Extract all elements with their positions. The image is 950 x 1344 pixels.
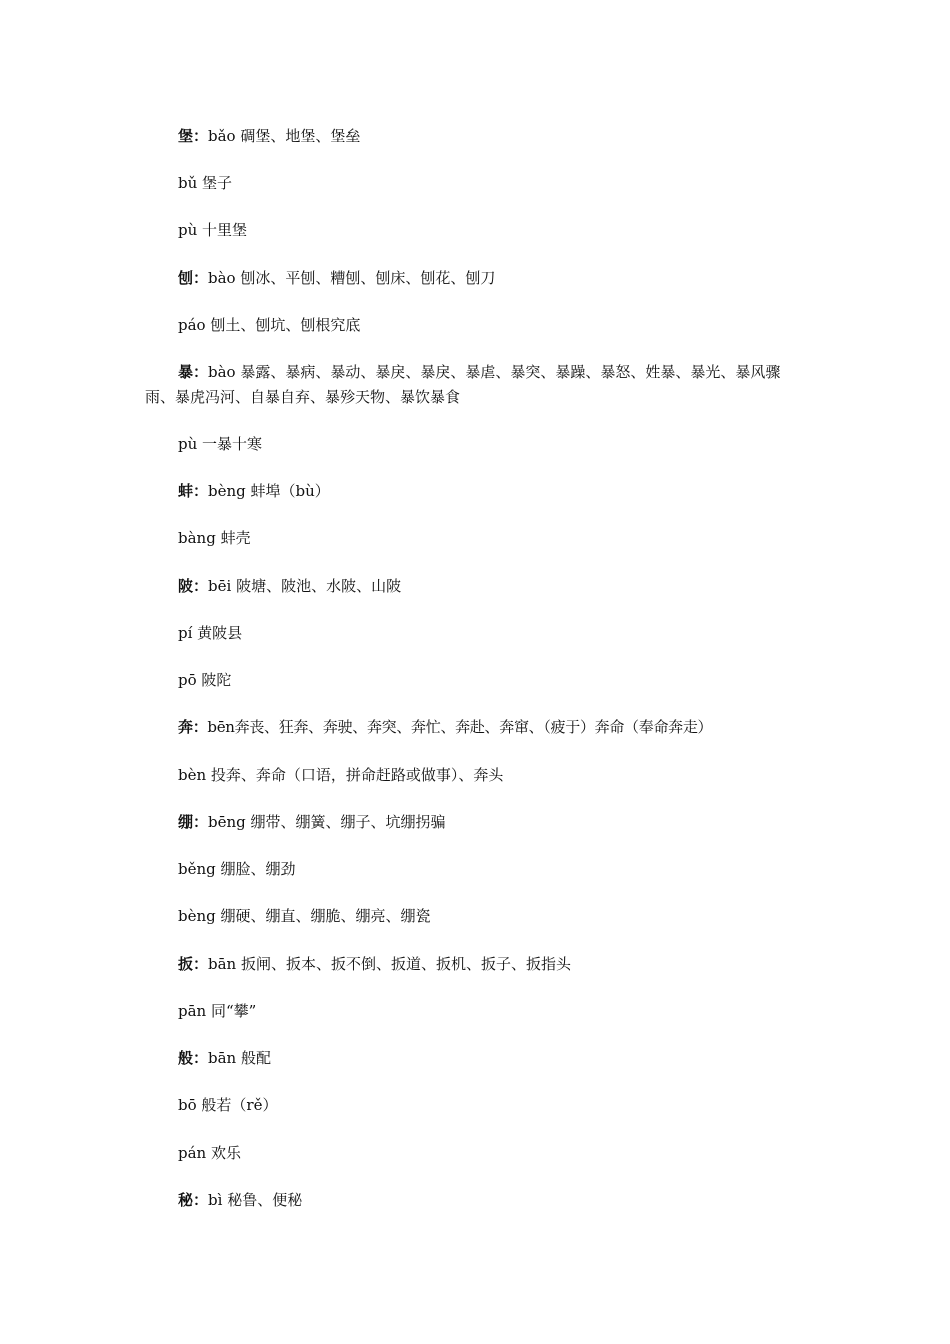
- entry-headword: 陂：: [178, 577, 209, 595]
- entry-bei: [145, 574, 805, 599]
- entry-words: 绷硬、绷直、绷脆、绷亮、绷瓷: [215, 907, 431, 925]
- entry-words: 投奔、奔命（口语，拼命赶路或做事）、奔头: [206, 766, 504, 784]
- entry-beng-tie: [145, 810, 805, 835]
- entry-pinyin: bì: [208, 1191, 223, 1209]
- entry-pinyin: pō: [178, 671, 197, 689]
- entry-words: 刨土、刨坑、刨根究底: [205, 316, 361, 334]
- entry-words: 欢乐: [206, 1144, 241, 1162]
- entry-headword: 刨：: [178, 269, 209, 287]
- entry-words: 黄陂县: [192, 624, 243, 642]
- entry-words: 扳闸、扳本、扳不倒、扳道、扳机、扳子、扳指头: [236, 955, 572, 973]
- entry-pan-joy: [145, 1141, 805, 1166]
- entry-words: 蚌埠（bù）: [245, 482, 330, 500]
- entry-pu-expose: [145, 432, 805, 457]
- entry-pinyin: pù: [178, 435, 198, 453]
- entry-ben-run: [145, 715, 825, 740]
- entry-pinyin: bǎo: [208, 127, 236, 145]
- entry-pinyin: pù: [178, 221, 198, 239]
- entry-beng-face: [145, 857, 805, 882]
- entry-bao-fort: [145, 124, 805, 149]
- entry-pinyin: pān: [178, 1002, 207, 1020]
- entry-bo: [145, 1093, 805, 1118]
- entry-pi: [145, 621, 805, 646]
- entry-headword: 秘：: [178, 1191, 209, 1209]
- entry-beng-clam: [145, 479, 805, 504]
- entry-pan-climb: [145, 999, 805, 1024]
- entry-pinyin: bēi: [208, 577, 232, 595]
- entry-ben-toward: [145, 763, 805, 788]
- entry-words: 秘鲁、便秘: [222, 1191, 303, 1209]
- entry-headword: 扳：: [178, 955, 209, 973]
- entry-pao: [145, 313, 805, 338]
- entry-words: 陂陀: [196, 671, 232, 689]
- entry-pinyin: bǔ: [178, 174, 198, 192]
- entry-ban-pull: [145, 952, 805, 977]
- entry-pinyin: bào: [208, 363, 236, 381]
- entry-pinyin: bō: [178, 1096, 197, 1114]
- entry-words: 刨冰、平刨、糟刨、刨床、刨花、刨刀: [235, 269, 496, 287]
- entry-ban-kind: [145, 1046, 805, 1071]
- entry-words: 十里堡: [197, 221, 248, 239]
- entry-pinyin: páo: [178, 316, 206, 334]
- entry-pinyin: běng: [178, 860, 216, 878]
- entry-words: 绷带、绷簧、绷子、坑绷拐骗: [245, 813, 446, 831]
- entry-bao-plane: [145, 266, 805, 291]
- entry-headword: 般：: [178, 1049, 209, 1067]
- entry-headword: 堡：: [178, 127, 209, 145]
- entry-headword: 绷：: [178, 813, 209, 831]
- entry-pinyin: bēng: [208, 813, 246, 831]
- entry-pinyin: pí: [178, 624, 193, 642]
- entry-words: 堡子: [197, 174, 233, 192]
- entry-words: 般若（rě）: [196, 1096, 278, 1114]
- entry-words: 绷脸、绷劲: [215, 860, 296, 878]
- entry-headword: 奔：: [178, 718, 208, 736]
- entry-words: 奔丧、狂奔、奔驶、奔突、奔忙、奔赴、奔窜、（疲于）奔命（奉命奔走）: [234, 718, 713, 736]
- entry-bao-violent: [145, 360, 805, 410]
- entry-words: 蚌壳: [215, 529, 251, 547]
- entry-po: [145, 668, 805, 693]
- entry-pinyin: bào: [208, 269, 236, 287]
- entry-headword: 蚌：: [178, 482, 209, 500]
- entry-pinyin: bèng: [208, 482, 246, 500]
- entry-words: 同“攀”: [206, 1002, 257, 1020]
- entry-pu-fort: [145, 218, 805, 243]
- entry-beng-very: [145, 904, 805, 929]
- entry-pinyin: bēn: [207, 718, 235, 736]
- entry-bu: [145, 171, 805, 196]
- entry-words: 一暴十寒: [197, 435, 263, 453]
- entry-pinyin: bèn: [178, 766, 207, 784]
- entry-pinyin: bàng: [178, 529, 216, 547]
- entry-words: 陂塘、陂池、水陂、山陂: [231, 577, 402, 595]
- entry-pinyin: bān: [208, 1049, 237, 1067]
- entry-words: 碉堡、地堡、堡垒: [235, 127, 361, 145]
- entry-bi: [145, 1188, 805, 1213]
- entry-pinyin: pán: [178, 1144, 207, 1162]
- entry-words: 般配: [236, 1049, 272, 1067]
- entry-bang: [145, 526, 805, 551]
- entry-pinyin: bèng: [178, 907, 216, 925]
- entry-words: 暴露、暴病、暴动、暴戾、暴戾、暴虐、暴突、暴躁、暴怒、姓暴、暴光、暴风骤雨、暴虎冯河、自暴自弃、暴殄天物、暴饮暴食: [145, 363, 781, 406]
- entry-pinyin: bān: [208, 955, 237, 973]
- entry-headword: 暴：: [178, 363, 209, 381]
